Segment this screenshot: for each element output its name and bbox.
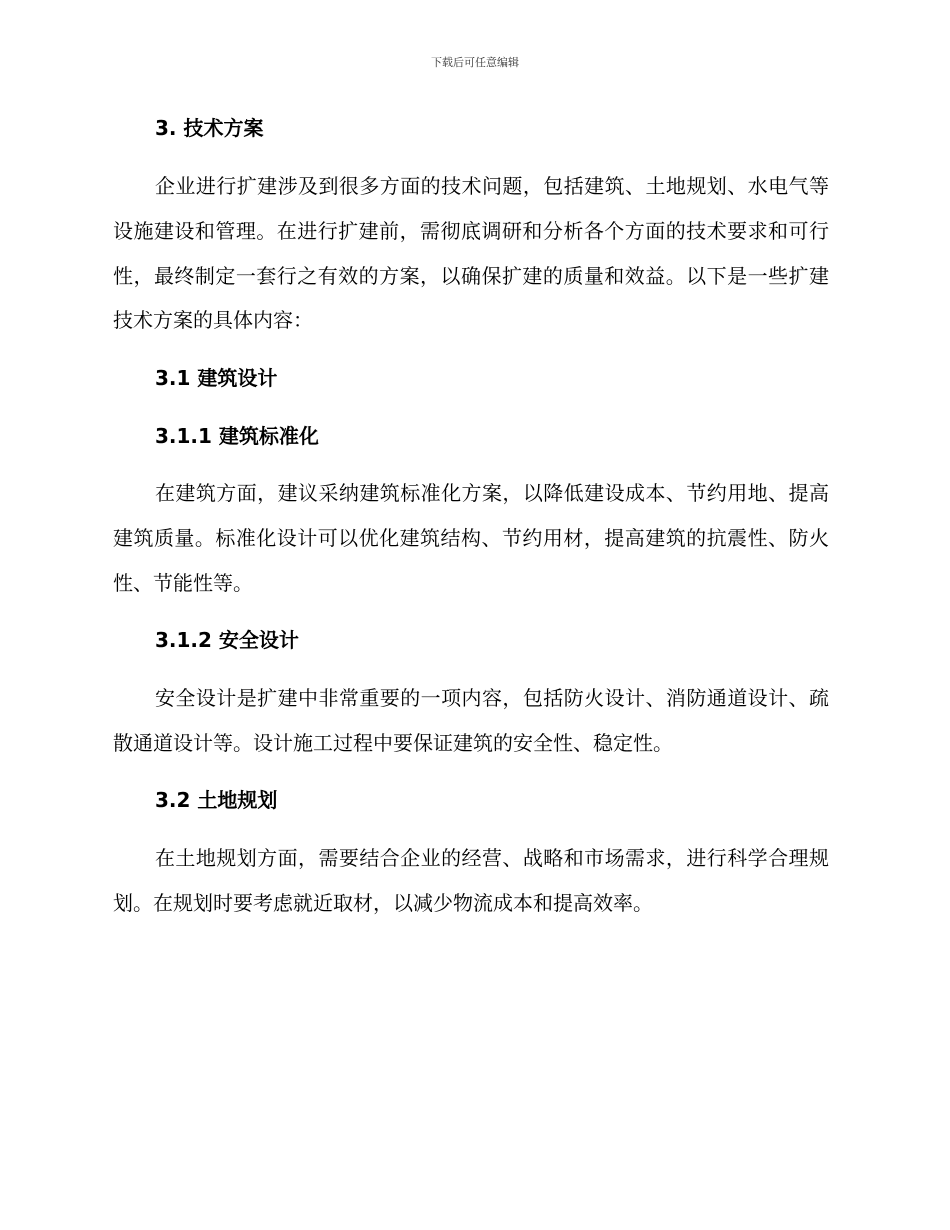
heading-3: 3. 技术方案 — [155, 116, 264, 140]
heading-3-1-1: 3.1.1 建筑标准化 — [155, 424, 319, 448]
heading-3-2: 3.2 土地规划 — [155, 788, 278, 812]
header-note: 下载后可任意编辑 — [431, 56, 519, 69]
heading-3-1: 3.1 建筑设计 — [155, 366, 278, 390]
heading-3-1-2: 3.1.2 安全设计 — [155, 628, 299, 652]
paragraph-3-1-2: 安全设计是扩建中非常重要的一项内容，包括防火设计、消防通道设计、疏散通道设计等。设计施工过程中要保证建筑的安全性、稳定性。 — [113, 686, 829, 755]
paragraph-3-2: 在土地规划方面，需要结合企业的经营、战略和市场需求，进行科学合理规划。在规划时要考虑就近取材，以减少物流成本和提高效率。 — [113, 846, 829, 915]
paragraph-3-1-1: 在建筑方面，建议采纳建筑标准化方案，以降低建设成本、节约用地、提高建筑质量。标准化设计可以优化建筑结构、节约用材，提高建筑的抗震性、防火性、节能性等。 — [113, 481, 829, 595]
paragraph-3: 企业进行扩建涉及到很多方面的技术问题，包括建筑、土地规划、水电气等设施建设和管理。在进行扩建前，需彻底调研和分析各个方面的技术要求和可行性，最终制定一套行之有效的方案，以确保扩建的质量和效益。以下是一些扩建技术方案的具体内容： — [113, 174, 829, 333]
